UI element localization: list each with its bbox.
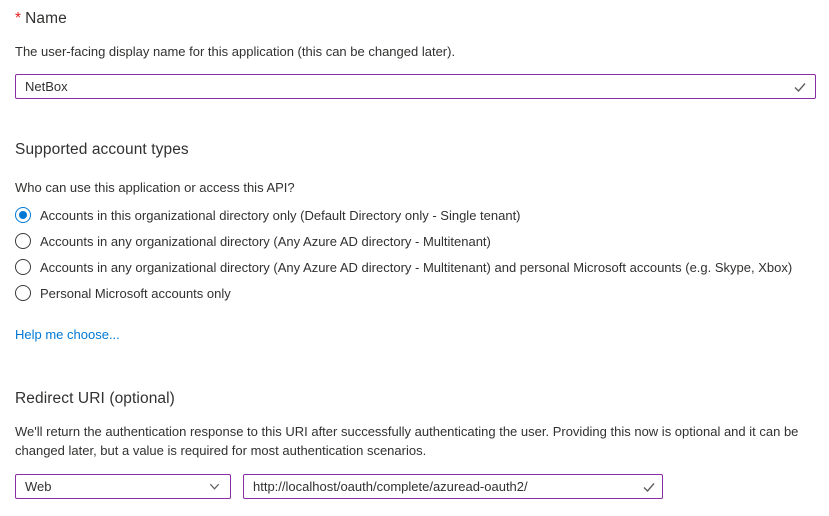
name-heading-label: Name bbox=[25, 10, 67, 27]
platform-select[interactable] bbox=[15, 474, 231, 499]
radio-multitenant-personal[interactable] bbox=[15, 258, 792, 276]
platform-select-value: Web bbox=[25, 479, 52, 494]
radio-label: Personal Microsoft accounts only bbox=[40, 285, 231, 301]
name-section-heading bbox=[15, 10, 67, 28]
checkmark-icon bbox=[793, 80, 807, 94]
radio-button-icon[interactable] bbox=[15, 233, 31, 249]
radio-single-tenant[interactable] bbox=[15, 206, 521, 224]
account-types-heading: Supported account types bbox=[15, 141, 189, 158]
radio-button-icon[interactable] bbox=[15, 259, 31, 275]
help-me-choose-link[interactable]: Help me choose... bbox=[15, 327, 120, 342]
redirect-uri-input[interactable] bbox=[243, 474, 663, 499]
required-asterisk: * bbox=[15, 10, 22, 27]
radio-button-icon[interactable] bbox=[15, 207, 31, 223]
chevron-down-icon bbox=[208, 480, 221, 493]
radio-label: Accounts in any organizational directory (Any Azure AD directory - Multitenant) bbox=[40, 233, 491, 249]
name-input[interactable] bbox=[15, 74, 816, 99]
name-description: The user-facing display name for this application (this can be changed later). bbox=[15, 44, 456, 59]
radio-personal-only[interactable] bbox=[15, 284, 231, 302]
radio-label: Accounts in any organizational directory (Any Azure AD directory - Multitenant) and personal Microsoft accounts (e.g. Skype, Xbox) bbox=[40, 259, 793, 275]
redirect-uri-heading: Redirect URI (optional) bbox=[15, 390, 175, 407]
radio-multitenant[interactable] bbox=[15, 232, 491, 250]
checkmark-icon bbox=[642, 480, 656, 494]
radio-label: Accounts in this organizational directory only (Default Directory only - Single tenant) bbox=[40, 207, 521, 223]
account-types-question: Who can use this application or access this API? bbox=[15, 180, 295, 195]
redirect-uri-description: We'll return the authentication response to this URI after successfully authenticating the user. Providing this now is optional and it can be changed later, but a value is required for most authentication scenarios. bbox=[15, 424, 799, 458]
radio-button-icon[interactable] bbox=[15, 285, 31, 301]
